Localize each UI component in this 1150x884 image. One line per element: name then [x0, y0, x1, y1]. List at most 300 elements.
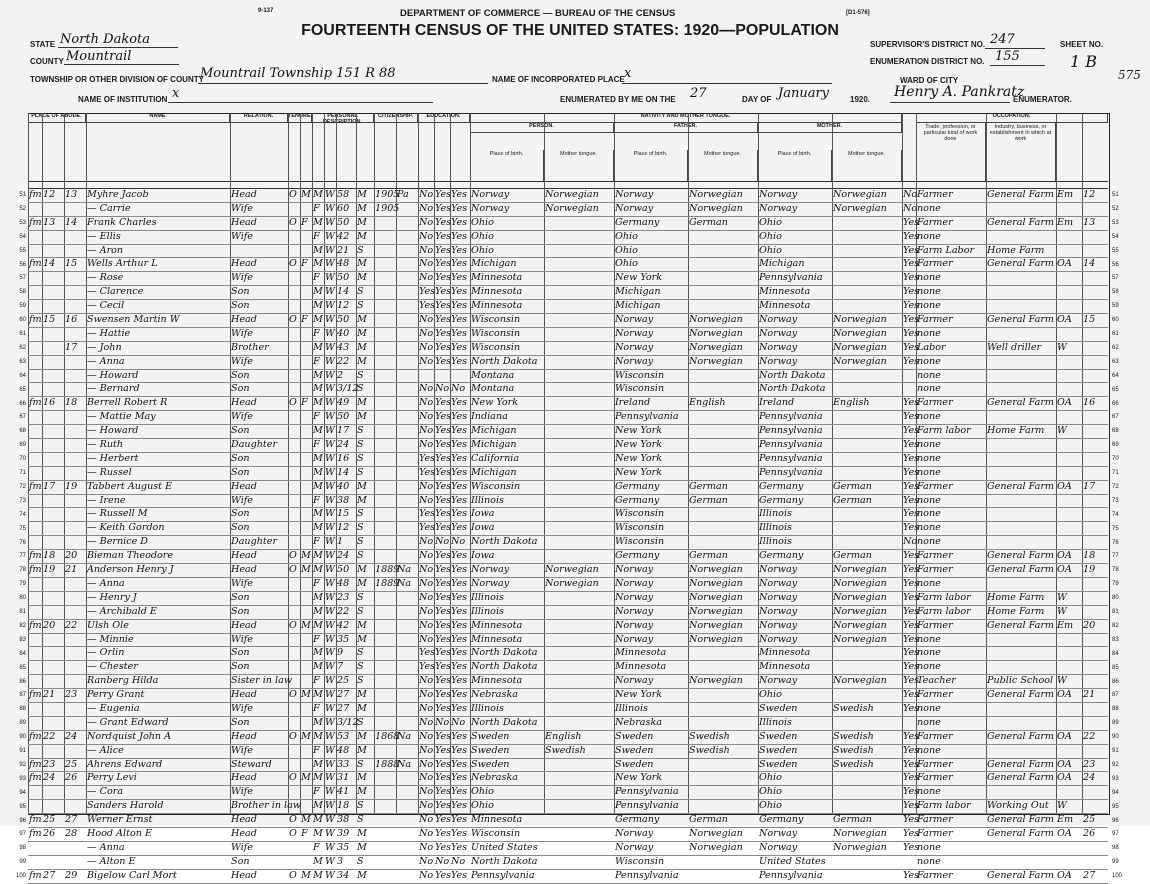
cell-ms: M — [357, 480, 367, 492]
cell-rd: Yes — [435, 522, 452, 534]
cell-d — [28, 300, 42, 313]
cell-race: W — [325, 508, 335, 520]
cell-cls: W — [1057, 675, 1067, 687]
cell-m — [300, 745, 312, 758]
cell-f: 13 — [65, 189, 78, 200]
cell-ms: S — [357, 425, 364, 437]
cell-fb: Germany — [615, 814, 660, 826]
cell-nat — [396, 467, 414, 480]
cell-race: W — [325, 786, 335, 798]
cell-mb: Norway — [759, 675, 798, 687]
cell-wr: Yes — [451, 550, 468, 562]
cell-nat — [396, 203, 414, 216]
line-number: 77 — [1112, 553, 1119, 560]
cell-fn — [1082, 647, 1108, 660]
cell-name: Hood Alton E — [87, 827, 152, 839]
cell-sex: M — [313, 814, 323, 826]
cell-fb: Wisconsin — [615, 536, 665, 548]
cell-mt: Norwegian — [833, 841, 887, 853]
cell-wr: Yes — [451, 675, 468, 687]
cell-mb: Sweden — [759, 730, 798, 742]
cell-eng: Yes — [903, 702, 920, 714]
cell-ms: M — [357, 633, 367, 645]
cell-eng: Yes — [903, 341, 920, 353]
cell-fb: Norway — [615, 675, 654, 687]
table-row — [28, 592, 1108, 606]
cell-pb: United States — [471, 841, 538, 853]
cell-eng: Yes — [903, 300, 920, 312]
cell-age: 3/12 — [337, 716, 359, 728]
cell-ind: Home Farm — [987, 425, 1045, 437]
cell-eng: Yes — [903, 439, 920, 451]
cell-rd: Yes — [435, 869, 452, 881]
cell-name: Bigelow Carl Mort — [87, 869, 177, 881]
cell-h: 18 — [43, 550, 56, 562]
cell-ft — [688, 786, 758, 799]
cell-name: — Henry J — [87, 591, 137, 603]
line-number: 63 — [1112, 358, 1119, 365]
cell-occ: Farm labor — [917, 425, 971, 437]
cell-d — [28, 717, 42, 730]
cell-ft: Swedish — [689, 730, 730, 742]
cell-mb: Germany — [759, 550, 804, 562]
cell-eng: Yes — [903, 425, 920, 437]
cell-race: W — [325, 258, 335, 270]
cell-occ: Farmer — [917, 480, 953, 492]
cell-f — [64, 508, 86, 521]
cell-d — [28, 439, 42, 452]
cell-rd: Yes — [435, 230, 452, 242]
cell-occ: none — [917, 272, 941, 284]
cell-name: Tabbert August E — [87, 480, 173, 492]
cell-nat: Na — [397, 758, 412, 770]
group-place: PLACE OF ABODE. — [28, 113, 86, 123]
cell-pb: Iowa — [471, 550, 495, 562]
cell-h — [42, 592, 64, 605]
cell-age: 58 — [337, 189, 350, 200]
cell-h: 20 — [43, 619, 56, 631]
cell-race: W — [325, 758, 335, 770]
cell-wr: No — [451, 383, 466, 395]
cell-rel: Wife — [231, 230, 253, 242]
cell-d — [28, 425, 42, 438]
cell-t — [288, 647, 300, 660]
cell-occ: Farmer — [917, 814, 953, 826]
cell-age: 7 — [337, 661, 344, 673]
cell-occ: Farmer — [917, 189, 953, 200]
line-number: 99 — [1112, 859, 1119, 866]
cell-rel: Wife — [231, 327, 253, 339]
cell-pt — [544, 328, 614, 341]
cell-ft — [688, 370, 758, 383]
cell-ms: S — [357, 550, 364, 562]
cell-eng: No — [903, 202, 918, 214]
group-person: PERSON. — [470, 123, 614, 133]
cell-nat — [396, 689, 414, 702]
cell-nat — [396, 286, 414, 299]
line-number: 98 — [19, 845, 26, 852]
cell-sch: No — [419, 577, 434, 589]
cell-m — [300, 786, 312, 799]
cell-pt: English — [545, 730, 582, 742]
cell-d: fm — [29, 314, 42, 326]
cell-m: F — [301, 216, 308, 228]
cell-race: W — [325, 564, 335, 576]
line-number: 100 — [15, 873, 26, 880]
day-of-label: DAY OF — [742, 95, 772, 104]
cell-pt: Swedish — [545, 744, 586, 756]
line-number: 81 — [19, 609, 26, 615]
cell-t — [288, 522, 300, 535]
cell-age: 15 — [337, 508, 350, 520]
cell-fb: Norway — [615, 314, 654, 326]
cell-mt — [832, 300, 902, 313]
cell-nat — [396, 522, 414, 535]
cell-t: O — [289, 314, 297, 326]
cell-h: 25 — [43, 814, 56, 826]
cell-ft: Norwegian — [689, 577, 743, 589]
cell-imm — [374, 411, 396, 424]
line-number: 59 — [19, 303, 26, 310]
cell-d: fm — [29, 564, 42, 576]
cell-fb: New York — [615, 439, 663, 451]
cell-h — [42, 245, 64, 258]
cell-fn: 17 — [1083, 480, 1096, 492]
cell-nat — [396, 245, 414, 258]
cell-fb: Sweden — [615, 758, 654, 770]
cell-rd: Yes — [435, 841, 452, 853]
cell-wr: Yes — [451, 466, 468, 478]
table-row — [28, 300, 1108, 314]
cell-mb: Norway — [759, 841, 798, 853]
cell-mt — [832, 411, 902, 424]
cell-wr: Yes — [451, 202, 468, 214]
line-number: 93 — [19, 775, 26, 782]
cell-d — [28, 328, 42, 341]
cell-sex: M — [313, 689, 323, 701]
table-row — [28, 328, 1108, 342]
cell-ms: S — [357, 675, 364, 687]
table-row — [28, 508, 1108, 522]
cell-cls — [1056, 245, 1082, 258]
cell-ms: M — [357, 272, 367, 284]
table-row — [28, 356, 1108, 370]
line-number: 67 — [1112, 414, 1119, 421]
cell-ind: Home Farm — [987, 591, 1045, 603]
cell-mt: English — [833, 397, 870, 409]
cell-fn: 22 — [1083, 730, 1096, 742]
cell-sex: M — [313, 466, 323, 478]
cell-d — [28, 647, 42, 660]
cell-mt: Norwegian — [833, 341, 887, 353]
cell-race: W — [325, 536, 335, 548]
cell-wr: Yes — [451, 522, 468, 534]
cell-nat — [396, 536, 414, 549]
cell-pt — [544, 495, 614, 508]
cell-t — [288, 508, 300, 521]
cell-mb: Illinois — [759, 716, 792, 728]
cell-sch: No — [419, 869, 434, 881]
cell-sch: No — [419, 314, 434, 326]
cell-occ: none — [917, 577, 941, 589]
cell-race: W — [325, 314, 335, 326]
cell-name: — Anna — [87, 355, 125, 367]
col-person-birth: Place of birth. — [470, 150, 544, 181]
enumerated-label: ENUMERATED BY ME ON THE — [560, 95, 676, 104]
cell-ind — [986, 286, 1056, 299]
cell-cls — [1056, 453, 1082, 466]
cell-mt: Norwegian — [833, 202, 887, 214]
cell-wr: Yes — [451, 689, 468, 701]
cell-ft — [688, 231, 758, 244]
cell-m — [300, 717, 312, 730]
cell-pb: Ohio — [471, 230, 494, 242]
cell-h: 21 — [43, 689, 56, 701]
cell-rel: Sister in law — [231, 675, 293, 687]
cell-ft — [688, 647, 758, 660]
cell-pb: Sweden — [471, 744, 510, 756]
cell-ind: Well driller — [987, 341, 1042, 353]
cell-h — [42, 383, 64, 396]
cell-h — [42, 745, 64, 758]
cell-t: O — [289, 814, 297, 826]
cell-race: W — [325, 744, 335, 756]
cell-m: M — [301, 619, 311, 631]
cell-h — [42, 522, 64, 535]
cell-ind — [986, 522, 1056, 535]
cell-eng: Yes — [903, 411, 920, 423]
cell-ft: Norwegian — [689, 591, 743, 603]
cell-name: — Alton E — [87, 855, 136, 867]
cell-m: M — [301, 814, 311, 826]
cell-f — [64, 536, 86, 549]
cell-rel: Son — [231, 300, 250, 312]
cell-name: — Aron — [87, 244, 124, 256]
table-row — [28, 856, 1108, 870]
cell-f — [64, 842, 86, 855]
cell-f — [64, 592, 86, 605]
cell-d — [28, 786, 42, 799]
cell-rel: Head — [231, 258, 257, 270]
cell-mb: Norway — [759, 591, 798, 603]
cell-rel: Head — [231, 314, 257, 326]
cell-eng: Yes — [903, 675, 920, 687]
cell-h — [42, 425, 64, 438]
cell-d — [28, 342, 42, 355]
cell-ms: S — [357, 522, 364, 534]
cell-f: 17 — [65, 341, 78, 353]
cell-fb: Sweden — [615, 744, 654, 756]
cell-rel: Head — [231, 216, 257, 228]
cell-imm — [374, 508, 396, 521]
cell-imm — [374, 272, 396, 285]
cell-ft — [688, 759, 758, 772]
cell-sex: F — [313, 536, 320, 548]
ward-label: WARD OF CITY — [900, 76, 959, 85]
cell-sex: F — [313, 633, 320, 645]
cell-fn: 19 — [1083, 564, 1096, 576]
line-number: 70 — [1112, 456, 1119, 463]
cell-m — [300, 522, 312, 535]
cell-sch: Yes — [419, 522, 436, 534]
cell-rel: Brother in law — [231, 800, 302, 812]
cell-m: M — [301, 772, 311, 784]
cell-f — [64, 245, 86, 258]
cell-pt — [544, 620, 614, 633]
cell-pb: Ohio — [471, 786, 494, 798]
cell-nat — [396, 842, 414, 855]
cell-sex: M — [313, 869, 323, 881]
cell-nat — [396, 217, 414, 230]
sheet-value: 1 B — [1070, 52, 1098, 71]
cell-h: 19 — [43, 564, 56, 576]
cell-nat — [396, 439, 414, 452]
cell-sch: No — [419, 397, 434, 409]
cell-t: O — [289, 772, 297, 784]
cell-wr: Yes — [451, 480, 468, 492]
line-number: 97 — [19, 831, 26, 838]
cell-t — [288, 272, 300, 285]
cell-name: — Ellis — [87, 230, 121, 242]
cell-fn — [1082, 342, 1108, 355]
line-number: 72 — [19, 483, 26, 490]
cell-f: 21 — [65, 564, 78, 576]
cell-rel: Head — [231, 689, 257, 701]
cell-sch: No — [419, 230, 434, 242]
cell-imm: 1888 — [375, 758, 400, 770]
cell-cls — [1056, 634, 1082, 647]
cell-ft: Norwegian — [689, 605, 743, 617]
cell-pb: Michigan — [471, 425, 517, 437]
cell-m — [300, 453, 312, 466]
line-number: 80 — [19, 595, 26, 602]
cell-ms: M — [357, 772, 367, 784]
county-label: COUNTY — [30, 57, 64, 66]
cell-m — [300, 800, 312, 813]
cell-eng: Yes — [903, 772, 920, 784]
cell-fn — [1082, 786, 1108, 799]
cell-ind: General Farm — [987, 314, 1055, 326]
cell-t — [288, 467, 300, 480]
cell-fb: Pennsylvania — [615, 869, 679, 881]
cell-eng: Yes — [903, 661, 920, 673]
cell-mt — [832, 231, 902, 244]
cell-cls: OA — [1057, 772, 1072, 784]
cell-h: 23 — [43, 758, 56, 770]
group-mother: MOTHER. — [758, 123, 902, 133]
cell-race: W — [325, 675, 335, 687]
cell-rel: Head — [231, 814, 257, 826]
cell-imm — [374, 397, 396, 410]
cell-wr: Yes — [451, 730, 468, 742]
cell-cls — [1056, 203, 1082, 216]
sheet-label: SHEET NO. — [1060, 40, 1104, 49]
col-trade: Trade, profession, or particular kind of work done — [916, 123, 986, 181]
cell-ft — [688, 439, 758, 452]
line-number: 81 — [1112, 609, 1119, 615]
cell-ind: General Farm — [987, 758, 1055, 770]
cell-fb: New York — [615, 689, 663, 701]
cell-t — [288, 245, 300, 258]
enumeration-value: 155 — [995, 49, 1020, 64]
cell-age: 24 — [337, 550, 350, 562]
line-number: 55 — [19, 247, 26, 254]
cell-ms: M — [357, 314, 367, 326]
cell-cls — [1056, 647, 1082, 660]
cell-fb: Norway — [615, 827, 654, 839]
cell-occ: none — [917, 841, 941, 853]
cell-sch: No — [419, 439, 434, 451]
cell-occ: none — [917, 786, 941, 798]
cell-cls — [1056, 508, 1082, 521]
cell-mb: Norway — [759, 827, 798, 839]
cell-rel: Wife — [231, 841, 253, 853]
cell-m: M — [301, 730, 311, 742]
cell-nat: Na — [397, 577, 412, 589]
cell-pt — [544, 689, 614, 702]
cell-f — [64, 578, 86, 591]
cell-sch: Yes — [419, 300, 436, 312]
cell-f: 27 — [65, 814, 78, 826]
cell-pt — [544, 370, 614, 383]
line-number: 60 — [1112, 317, 1119, 324]
cell-t — [288, 592, 300, 605]
cell-sch: No — [419, 744, 434, 756]
cell-f — [64, 439, 86, 452]
cell-cls — [1056, 717, 1082, 730]
cell-nat — [396, 592, 414, 605]
cell-pt — [544, 231, 614, 244]
cell-age: 40 — [337, 480, 350, 492]
cell-rel: Head — [231, 619, 257, 631]
line-number: 91 — [1112, 748, 1119, 754]
cell-name: Bieman Theodore — [87, 550, 174, 562]
cell-t — [288, 703, 300, 716]
cell-ind — [986, 578, 1056, 591]
cell-h — [42, 370, 64, 383]
cell-age: 42 — [337, 230, 350, 242]
cell-eng: Yes — [903, 452, 920, 464]
cell-imm — [374, 717, 396, 730]
line-number: 88 — [19, 706, 26, 713]
cell-rd: Yes — [435, 702, 452, 714]
cell-wr: Yes — [451, 772, 468, 784]
cell-mt — [832, 508, 902, 521]
cell-sex: M — [313, 508, 323, 520]
cell-ms: M — [357, 689, 367, 701]
cell-pb: Illinois — [471, 605, 504, 617]
cell-mb: Sweden — [759, 758, 798, 770]
cell-f — [64, 800, 86, 813]
cell-m — [300, 342, 312, 355]
cell-imm — [374, 300, 396, 313]
cell-h — [42, 342, 64, 355]
cell-mb: Ohio — [759, 230, 782, 242]
cell-cls — [1056, 328, 1082, 341]
cell-wr: Yes — [451, 230, 468, 242]
group-relation: RELATION. — [230, 113, 288, 123]
cell-rd: Yes — [435, 827, 452, 839]
group-citizenship: CITIZENSHIP. — [374, 113, 418, 123]
cell-f — [64, 453, 86, 466]
cell-d — [28, 661, 42, 674]
supervisor-label: SUPERVISOR'S DISTRICT NO. — [870, 40, 986, 49]
cell-occ: Farmer — [917, 827, 953, 839]
cell-pt — [544, 439, 614, 452]
cell-fb: Ireland — [615, 397, 651, 409]
cell-age: 18 — [337, 800, 350, 812]
cell-ind: General Farm — [987, 814, 1055, 826]
